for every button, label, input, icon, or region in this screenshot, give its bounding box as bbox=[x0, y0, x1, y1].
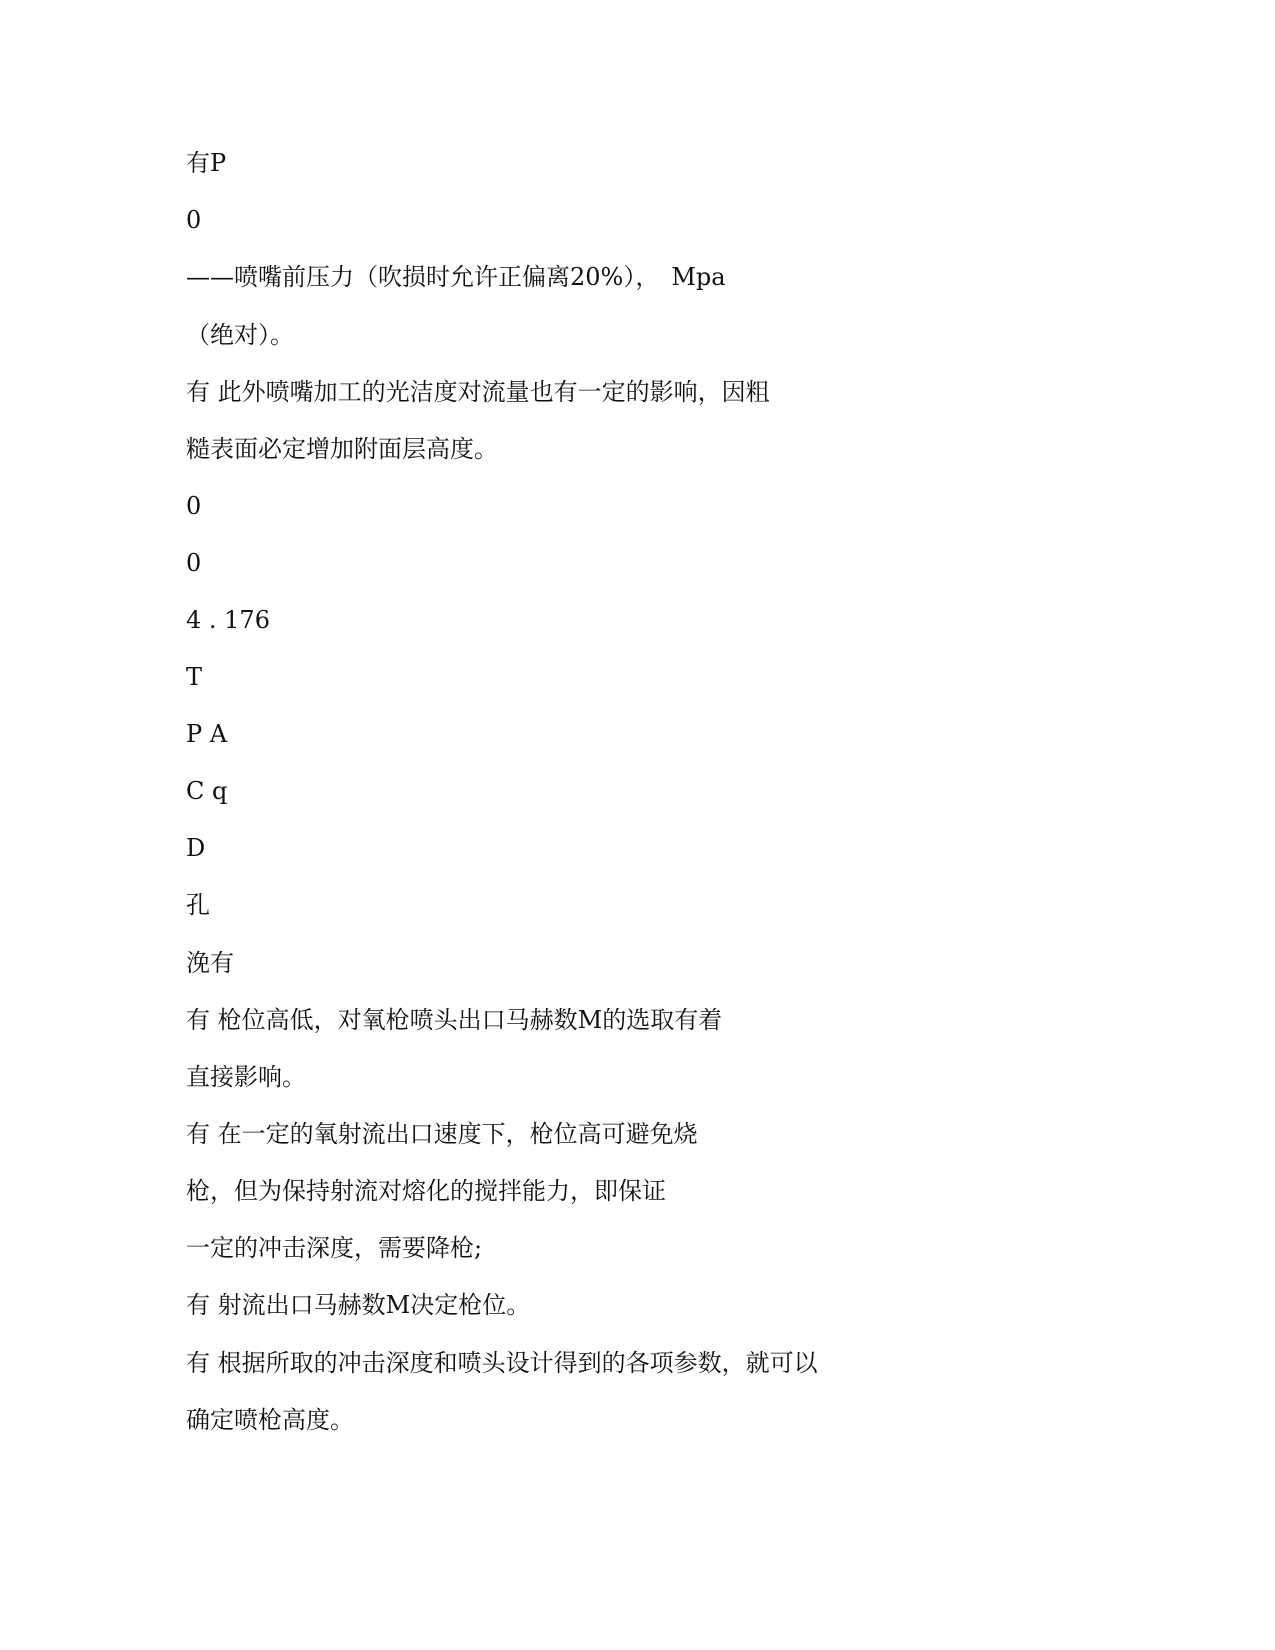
text-line: T bbox=[186, 663, 203, 691]
text-line: ——喷嘴前压力（吹损时允许正偏离20%）， Mpa bbox=[186, 263, 726, 291]
text-line: 有 根据所取的冲击深度和喷头设计得到的各项参数，就可以 bbox=[186, 1349, 818, 1377]
text-line: 有 枪位高低，对氧枪喷头出口马赫数M的选取有着 bbox=[186, 1006, 723, 1034]
text-line: 有 射流出口马赫数M决定枪位。 bbox=[186, 1291, 531, 1319]
text-line: 有 此外喷嘴加工的光洁度对流量也有一定的影响，因粗 bbox=[186, 378, 770, 406]
text-line: 有 在一定的氧射流出口速度下，枪位高可避免烧 bbox=[186, 1120, 698, 1148]
text-line: 孔 bbox=[186, 891, 210, 919]
text-line: D bbox=[186, 834, 206, 862]
text-line: P A bbox=[186, 720, 228, 748]
text-line: 4 . 176 bbox=[186, 606, 270, 634]
text-line: 枪，但为保持射流对熔化的搅拌能力，即保证 bbox=[186, 1177, 666, 1205]
text-line: （绝对）。 bbox=[186, 321, 294, 349]
text-line: C q bbox=[186, 777, 228, 805]
text-line: 糙表面必定增加附面层高度。 bbox=[186, 435, 498, 463]
text-line: 确定喷枪高度。 bbox=[186, 1406, 354, 1434]
text-line: 0 bbox=[186, 492, 202, 520]
text-line: 浼有 bbox=[186, 949, 234, 977]
text-line: 直接影响。 bbox=[186, 1063, 306, 1091]
text-line: 一定的冲击深度，需要降枪; bbox=[186, 1234, 483, 1262]
text-line: 0 bbox=[186, 549, 202, 577]
text-line: 有P bbox=[186, 149, 227, 177]
text-line: 0 bbox=[186, 206, 202, 234]
